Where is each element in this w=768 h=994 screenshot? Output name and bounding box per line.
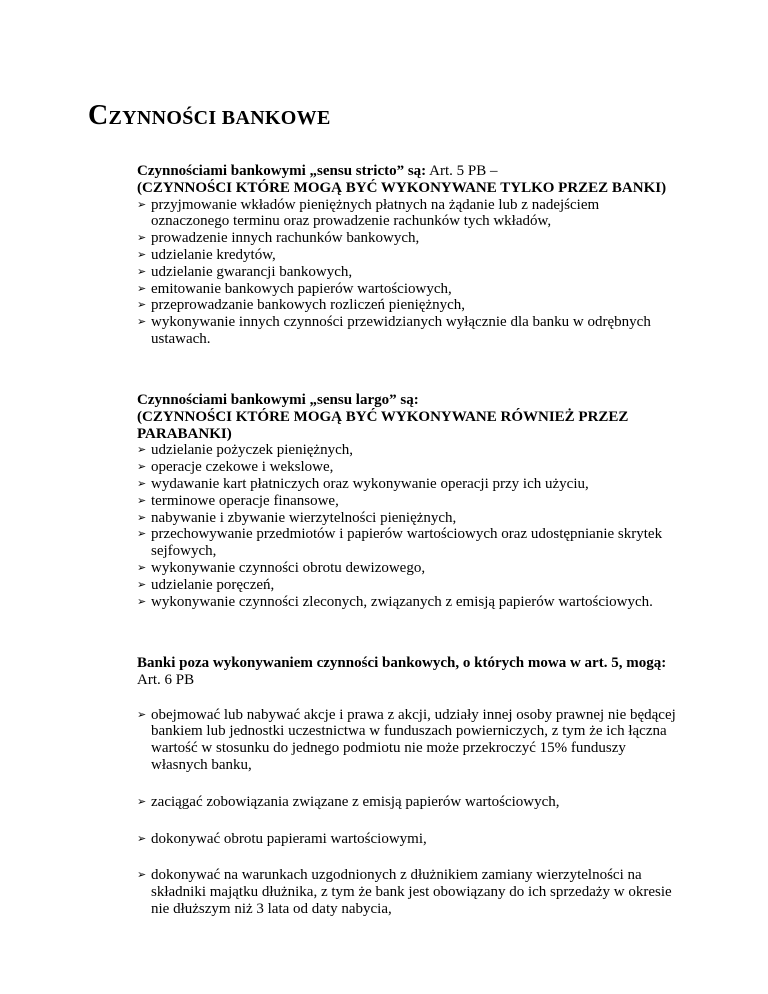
list-item <box>137 510 677 527</box>
list-item <box>137 594 677 611</box>
list-item-text: nabywanie i zbywanie wierzytelności pieniężnych, <box>151 509 457 526</box>
section-subheading: (CZYNNOŚCI KTÓRE MOGĄ BYĆ WYKONYWANE TYLKO PRZEZ BANKI) <box>137 179 667 196</box>
arrow-bullet-icon: ➢ <box>137 868 147 882</box>
list-item <box>137 831 677 848</box>
section-subheading: (CZYNNOŚCI KTÓRE MOGĄ BYĆ WYKONYWANE RÓWNIEŻ PRZEZ PARABANKI) <box>137 408 629 442</box>
list-item <box>137 794 677 811</box>
arrow-bullet-icon: ➢ <box>137 577 147 591</box>
section-heading <box>137 655 677 689</box>
list-item-text: emitowanie bankowych papierów wartościowych, <box>151 280 452 297</box>
arrow-bullet-icon: ➢ <box>137 476 147 490</box>
title-first-letter: C <box>88 100 109 131</box>
arrow-bullet-icon: ➢ <box>137 315 147 329</box>
list-item <box>137 707 677 774</box>
arrow-bullet-icon: ➢ <box>137 527 147 541</box>
arrow-bullet-icon: ➢ <box>137 264 147 278</box>
list-item <box>137 314 677 348</box>
list-item-text: operacje czekowe i wekslowe, <box>151 459 334 476</box>
list-item-text: przyjmowanie wkładów pieniężnych płatnych na żądanie lub z nadejściem oznaczonego terminu oraz prowadzenie rachunków tych wkładów, <box>151 196 600 230</box>
arrow-bullet-icon: ➢ <box>137 493 147 507</box>
page-title <box>88 100 331 132</box>
list-item <box>137 230 677 247</box>
bullet-list <box>137 707 677 918</box>
section-heading-bold: Banki poza wykonywaniem czynności bankowych, o których mowa w art. 5, mogą: <box>137 655 667 671</box>
list-item-text: udzielanie gwarancji bankowych, <box>151 263 353 280</box>
list-item-text: zaciągać zobowiązania związane z emisją papierów wartościowych, <box>151 793 560 810</box>
list-item-text: udzielanie pożyczek pieniężnych, <box>151 442 353 459</box>
list-item-text: wykonywanie czynności zleconych, związanych z emisją papierów wartościowych. <box>151 593 653 610</box>
list-item <box>137 281 677 298</box>
section-sensu-stricto <box>137 163 677 348</box>
list-item-text: wykonywanie czynności obrotu dewizowego, <box>151 559 426 576</box>
arrow-bullet-icon: ➢ <box>137 794 147 808</box>
arrow-bullet-icon: ➢ <box>137 443 147 457</box>
arrow-bullet-icon: ➢ <box>137 460 147 474</box>
list-item <box>137 264 677 281</box>
list-item <box>137 459 677 476</box>
list-item <box>137 867 677 917</box>
list-item <box>137 560 677 577</box>
section-heading: Czynnościami bankowymi „sensu largo” są: <box>137 392 419 408</box>
list-item <box>137 297 677 314</box>
arrow-bullet-icon: ➢ <box>137 510 147 524</box>
list-item-text: dokonywać na warunkach uzgodnionych z dłużnikiem zamiany wierzytelności na składniki majątku dłużnika, z tym że bank jest obowiązany do ich sprzedaży w okresie nie dłuższym niż 3 lata od daty nabycia, <box>151 867 672 917</box>
arrow-bullet-icon: ➢ <box>137 247 147 261</box>
list-item-text: wydawanie kart płatniczych oraz wykonywanie operacji przy ich użyciu, <box>151 475 589 492</box>
list-item <box>137 197 677 231</box>
bullet-list <box>137 442 677 610</box>
section-heading <box>137 163 677 180</box>
arrow-bullet-icon: ➢ <box>137 298 147 312</box>
list-item <box>137 493 677 510</box>
arrow-bullet-icon: ➢ <box>137 231 147 245</box>
section-heading-ref: Art. 5 PB – <box>426 163 498 179</box>
list-item-text: udzielanie kredytów, <box>151 246 276 263</box>
list-item-text: przeprowadzanie bankowych rozliczeń pieniężnych, <box>151 297 466 314</box>
list-item <box>137 577 677 594</box>
arrow-bullet-icon: ➢ <box>137 281 147 295</box>
list-item-text: wykonywanie innych czynności przewidzianych wyłącznie dla banku w odrębnych ustawach. <box>151 314 651 347</box>
list-item-text: terminowe operacje finansowe, <box>151 492 339 509</box>
section-sensu-largo <box>137 392 677 610</box>
list-item-text: udzielanie poręczeń, <box>151 576 275 593</box>
arrow-bullet-icon: ➢ <box>137 831 147 845</box>
list-item <box>137 442 677 459</box>
title-rest: ZYNNOŚCI BANKOWE <box>108 107 331 129</box>
bullet-list <box>137 197 677 348</box>
arrow-bullet-icon: ➢ <box>137 594 147 608</box>
list-item <box>137 526 677 560</box>
arrow-bullet-icon: ➢ <box>137 707 147 721</box>
list-item-text: przechowywanie przedmiotów i papierów wartościowych oraz udostępnianie skrytek sejfowych, <box>151 526 663 560</box>
list-item <box>137 476 677 493</box>
section-heading-ref: Art. 6 PB <box>137 671 195 688</box>
list-item-text: dokonywać obrotu papierami wartościowymi, <box>151 830 427 847</box>
arrow-bullet-icon: ➢ <box>137 197 147 211</box>
arrow-bullet-icon: ➢ <box>137 560 147 574</box>
section-heading-bold: Czynnościami bankowymi „sensu stricto” są: <box>137 163 427 179</box>
list-item-text: obejmować lub nabywać akcje i prawa z akcji, udziały innej osoby prawnej nie będącej bankiem lub jednostki uczestnictwa w funduszach powierniczych, z tym że ich łączna wartość w stosunku do jednego podmiotu nie może przekroczyć 15% funduszy własnych banku, <box>151 706 676 773</box>
list-item <box>137 247 677 264</box>
section-art-6 <box>137 655 677 918</box>
list-item-text: prowadzenie innych rachunków bankowych, <box>151 230 420 247</box>
